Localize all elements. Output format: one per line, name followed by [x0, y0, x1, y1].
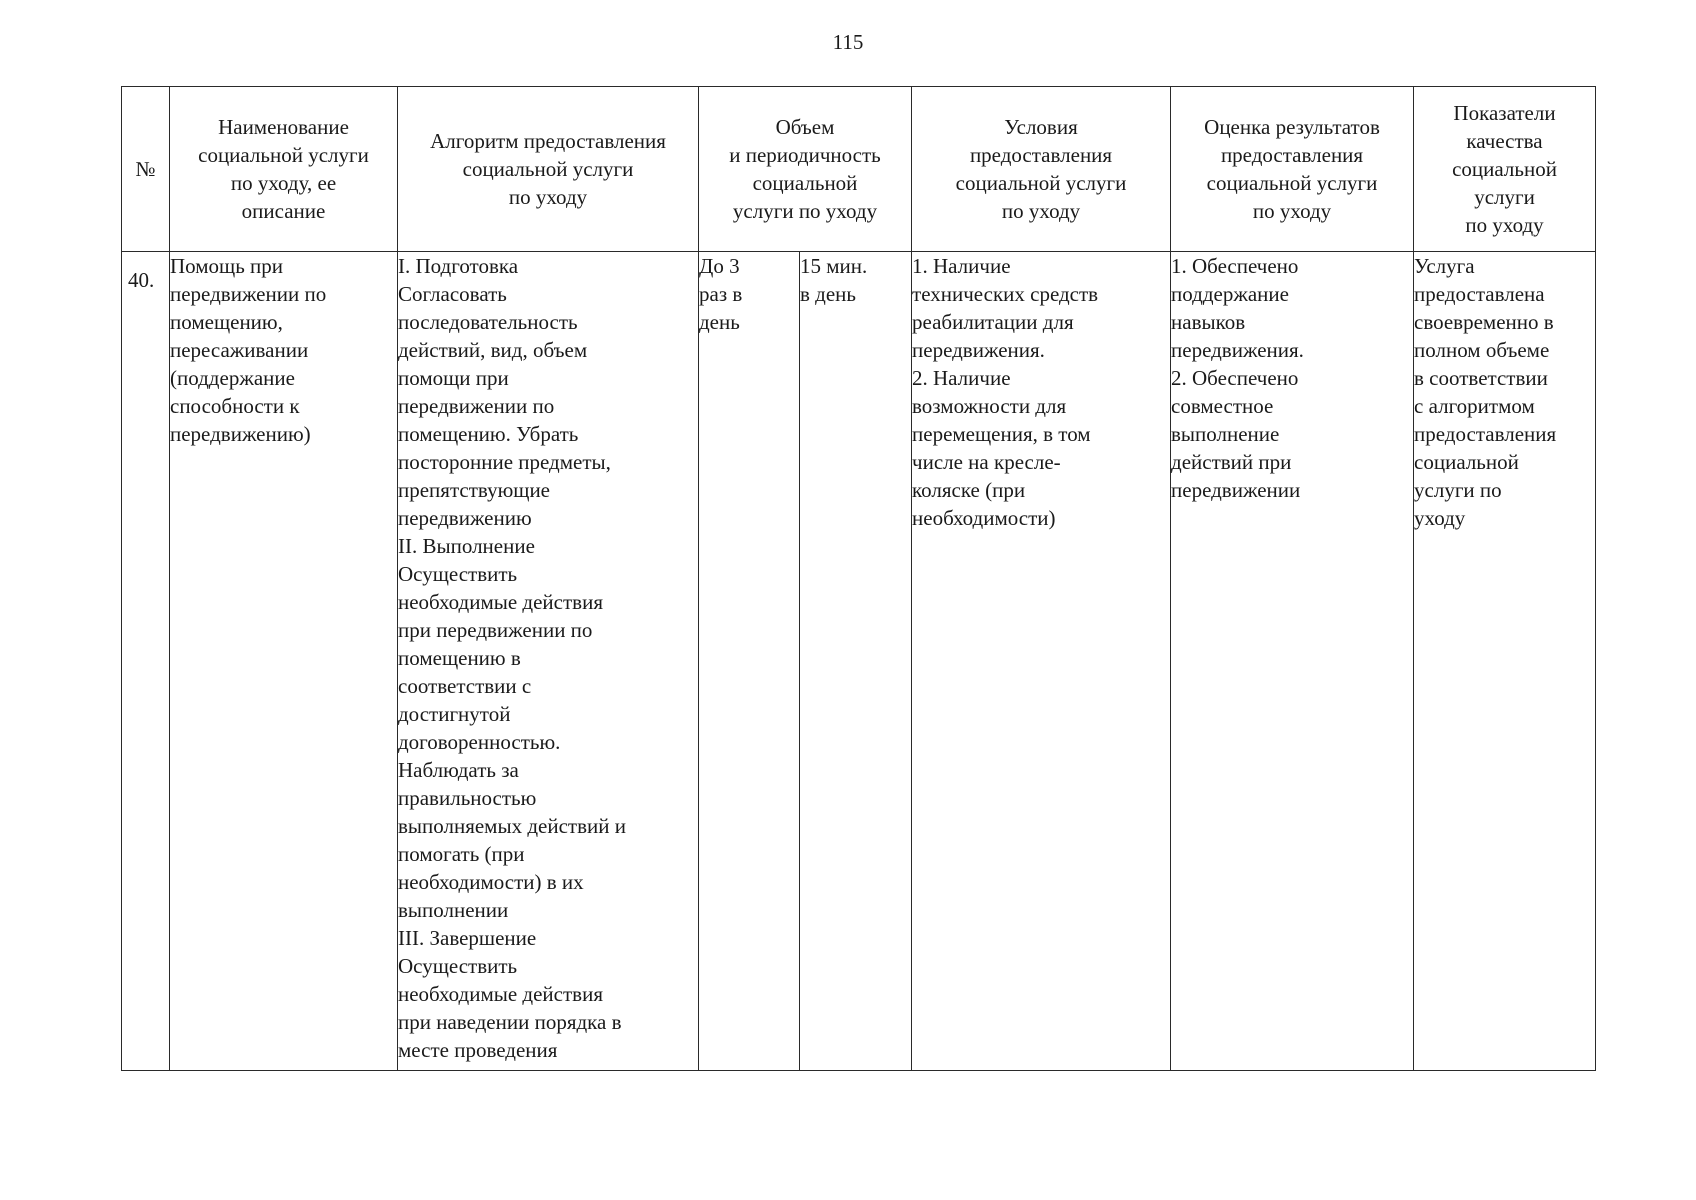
header-number: №	[122, 87, 170, 252]
row-number: 40.	[122, 252, 170, 1071]
row-quality: Услуга предоставлена своевременно в полном объеме в соответствии с алгоритмом предоставления социальной услуги по уходу	[1414, 252, 1596, 1071]
row-algorithm: I. Подготовка Согласовать последовательность действий, вид, объем помощи при передвижении по помещению. Убрать посторонние предметы, препятствующие передвижению II. Выполнение Осуществить необходимые действия при передвижении по помещению в соответствии с достигнутой договоренностью. Наблюдать за правильностью выполняемых действий и помогать (при необходимости) в их выполнении III. Завершение Осуществить необходимые действия при наведении порядка в месте проведения	[398, 252, 699, 1071]
table-row	[122, 252, 1596, 1071]
header-algorithm: Алгоритм предоставления социальной услуги по уходу	[398, 87, 699, 252]
row-duration: 15 мин. в день	[800, 252, 912, 1071]
page-number: 115	[832, 30, 864, 54]
header-service-name: Наименование социальной услуги по уходу, ее описание	[170, 87, 398, 252]
header-conditions: Условия предоставления социальной услуги по уходу	[912, 87, 1171, 252]
services-table	[121, 86, 1596, 1071]
row-frequency: До 3 раз в день	[699, 252, 800, 1071]
header-volume-frequency: Объем и периодичность социальной услуги по уходу	[699, 87, 912, 252]
header-evaluation: Оценка результатов предоставления социальной услуги по уходу	[1171, 87, 1414, 252]
row-conditions: 1. Наличие технических средств реабилитации для передвижения. 2. Наличие возможности для перемещения, в том числе на кресле- коляске (при необходимости)	[912, 252, 1171, 1071]
row-service-name: Помощь при передвижении по помещению, пересаживании (поддержание способности к передвижению)	[170, 252, 398, 1071]
row-evaluation: 1. Обеспечено поддержание навыков передвижения. 2. Обеспечено совместное выполнение действий при передвижении	[1171, 252, 1414, 1071]
table-header-row	[122, 87, 1596, 252]
header-quality: Показатели качества социальной услуги по уходу	[1414, 87, 1596, 252]
